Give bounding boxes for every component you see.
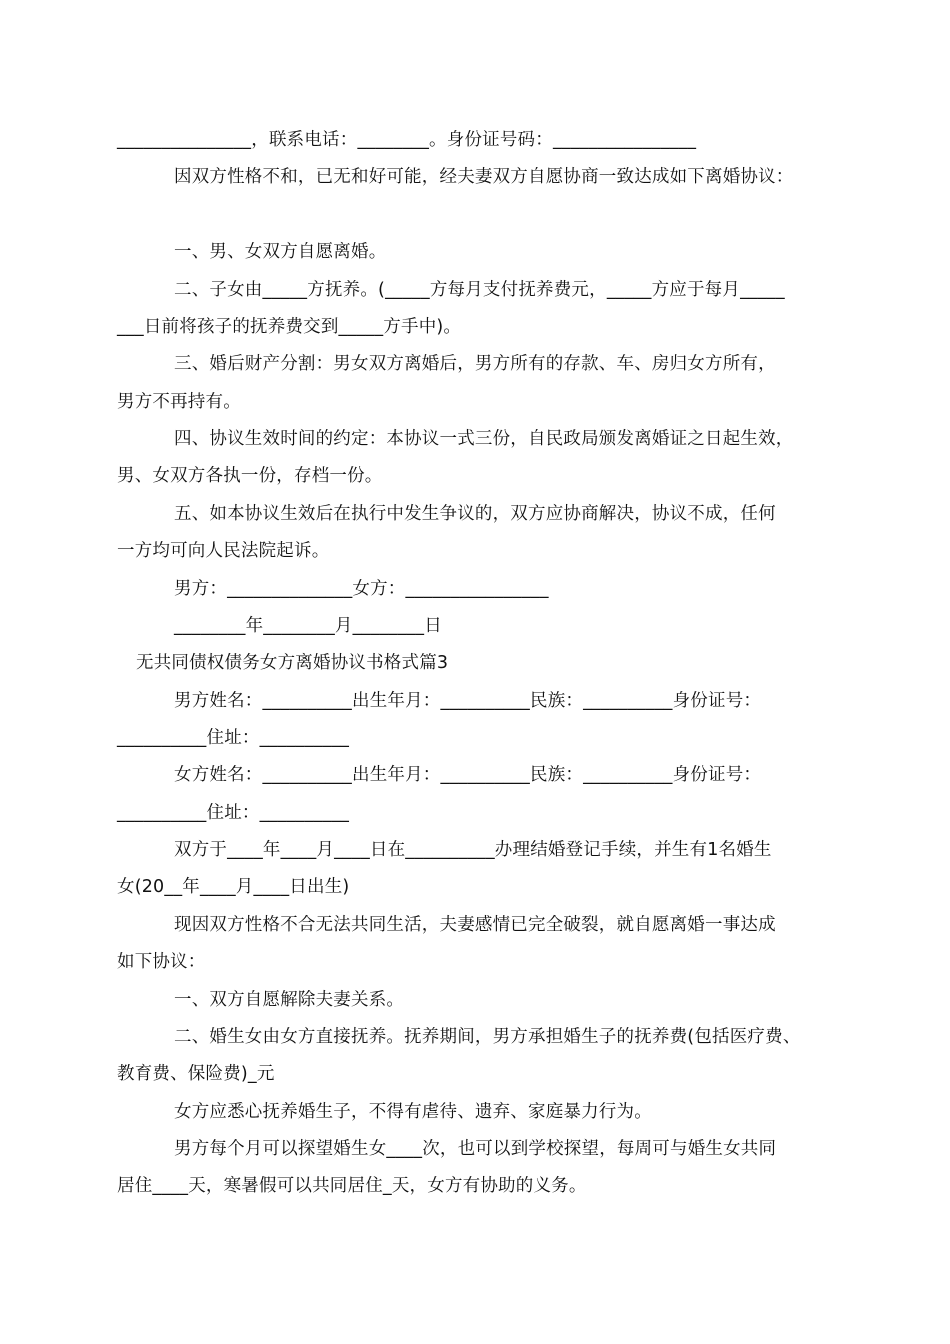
clause-3-line-1: 三、婚后财产分割：男女双方离婚后，男方所有的存款、车、房归女方所有， xyxy=(174,354,776,374)
date-line: ________年________月________日 xyxy=(174,616,442,636)
clause-1b: 一、双方自愿解除夫妻关系。 xyxy=(174,990,405,1010)
clause-2-line-2: ___日前将孩子的抚养费交到_____方手中)。 xyxy=(117,317,462,337)
custody-duty-line: 女方应悉心抚养婚生子，不得有虐待、遗弃、家庭暴力行为。 xyxy=(174,1102,652,1122)
clause-4-line-2: 男、女双方各执一份，存档一份。 xyxy=(117,466,383,486)
clause-1: 一、男、女双方自愿离婚。 xyxy=(174,242,387,262)
male-info-line-2: __________住址：__________ xyxy=(117,728,350,748)
marriage-info-line-2: 女(20__年____月____日出生) xyxy=(117,877,350,897)
female-info-line-2: __________住址：__________ xyxy=(117,803,350,823)
divorce-reason-line-2: 如下协议： xyxy=(117,952,206,972)
divorce-reason-line-1: 现因双方性格不合无法共同生活，夫妻感情已完全破裂，就自愿离婚一事达成 xyxy=(174,915,776,935)
clause-2b-line-2: 教育费、保险费)_元 xyxy=(117,1064,275,1084)
agreement-intro: 因双方性格不和，已无和好可能，经夫妻双方自愿协商一致达成如下离婚协议： xyxy=(174,167,794,187)
visitation-line-2: 居住____天，寒暑假可以共同居住_天，女方有协助的义务。 xyxy=(117,1176,587,1196)
clause-2b-line-1: 二、婚生女由女方直接抚养。抚养期间，男方承担婚生子的抚养费(包括医疗费、 xyxy=(174,1027,801,1047)
section-heading: 无共同债权债务女方离婚协议书格式篇3 xyxy=(136,653,449,673)
male-info-line-1: 男方姓名：__________出生年月：__________民族：__________身份证号： xyxy=(174,691,762,711)
clause-5-line-1: 五、如本协议生效后在执行中发生争议的，双方应协商解决，协议不成，任何 xyxy=(174,504,776,524)
female-info-line-1: 女方姓名：__________出生年月：__________民族：__________身份证号： xyxy=(174,765,762,785)
visitation-line-1: 男方每个月可以探望婚生女____次，也可以到学校探望，每周可与婚生女共同 xyxy=(174,1139,777,1159)
clause-5-line-2: 一方均可向人民法院起诉。 xyxy=(117,541,330,561)
clause-2-line-1: 二、子女由_____方抚养。(_____方每月支付抚养费元，_____方应于每月_____ xyxy=(174,280,785,300)
contact-id-fields-line: _______________，联系电话：________。身份证号码：________________ xyxy=(117,130,697,150)
clause-4-line-1: 四、协议生效时间的约定：本协议一式三份，自民政局颁发离婚证之日起生效， xyxy=(174,429,794,449)
marriage-info-line-1: 双方于____年____月____日在__________办理结婚登记手续，并生有1名婚生 xyxy=(174,840,772,860)
clause-3-line-2: 男方不再持有。 xyxy=(117,392,241,412)
signature-line: 男方：______________女方：________________ xyxy=(174,579,549,599)
